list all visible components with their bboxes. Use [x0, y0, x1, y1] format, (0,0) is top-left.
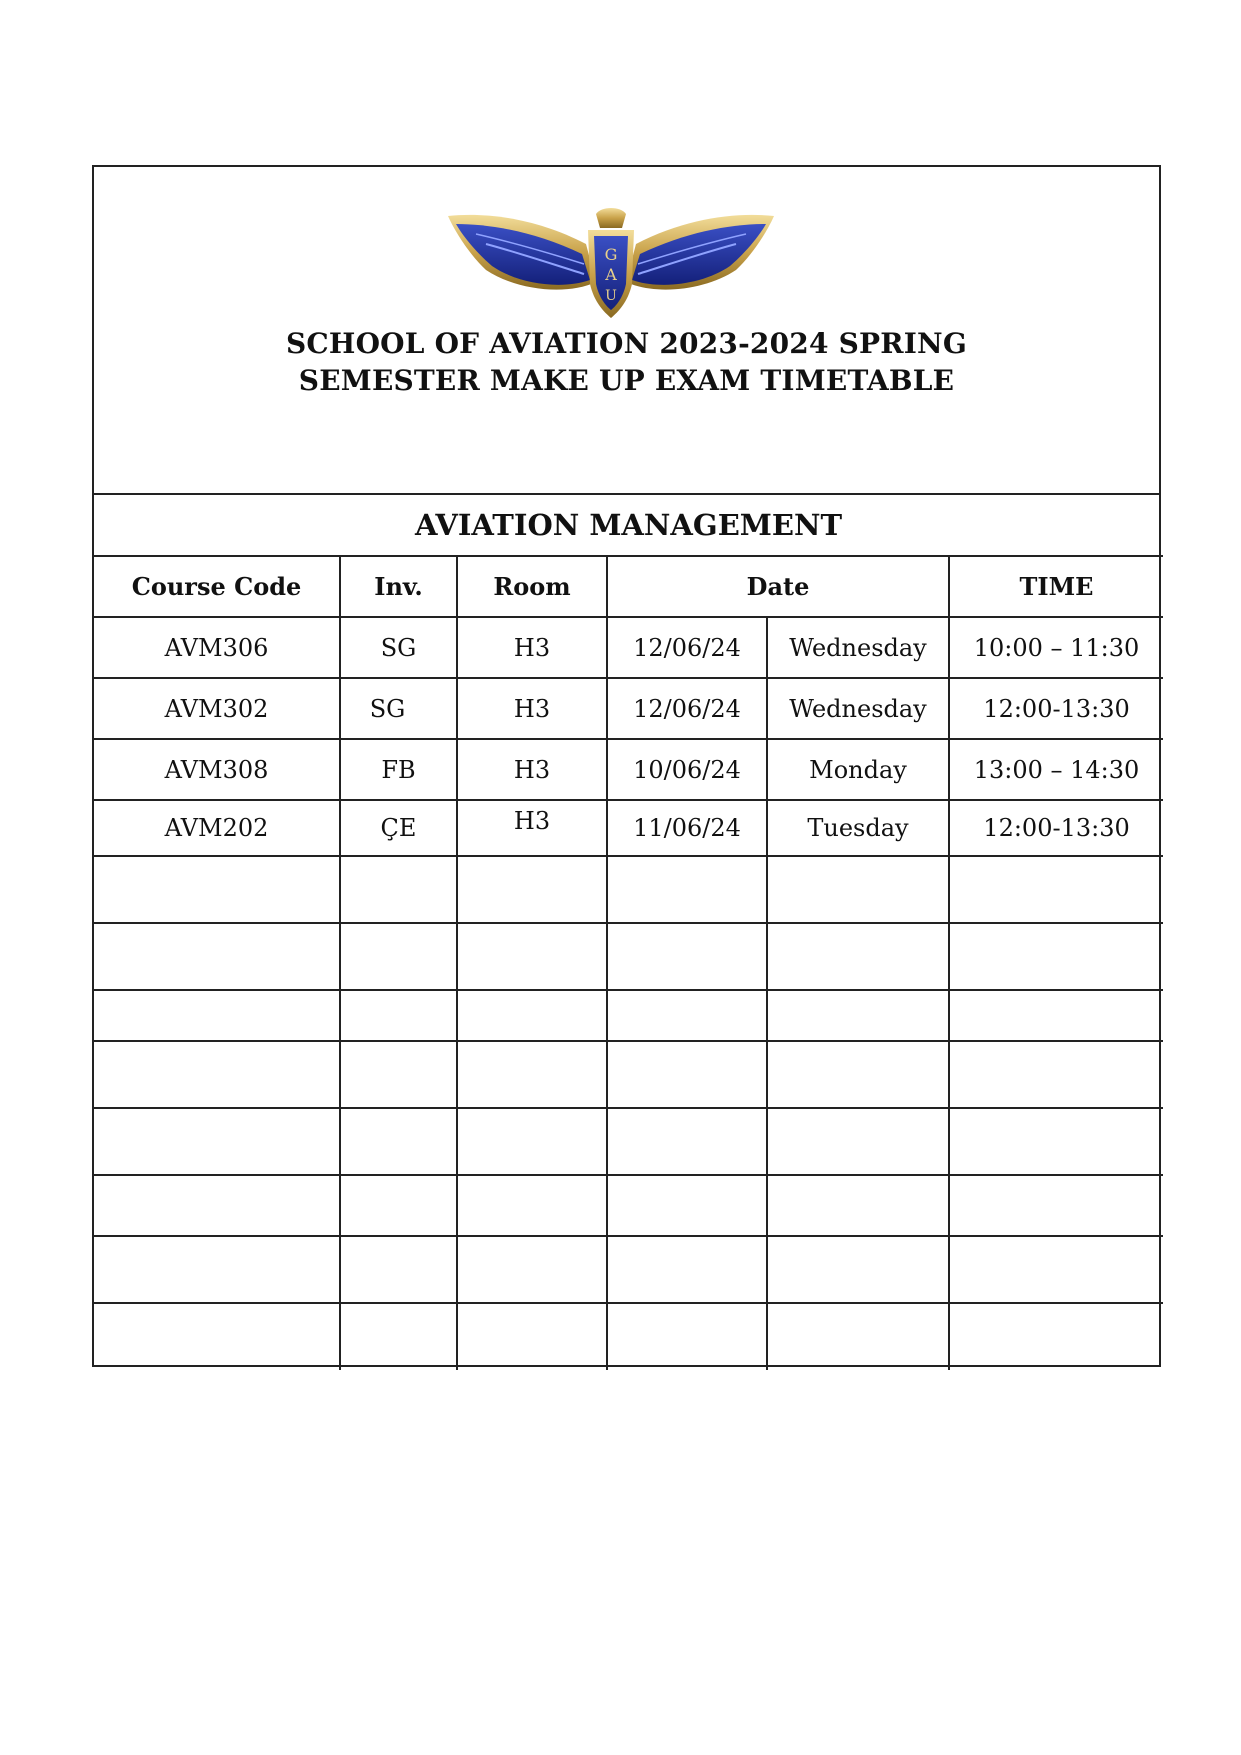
title-line-1: SCHOOL OF AVIATION 2023-2024 SPRING — [286, 327, 967, 360]
empty-row — [94, 1041, 1163, 1108]
logo-letter-a: A — [605, 265, 617, 284]
empty-cell — [767, 1108, 949, 1175]
page-title — [94, 325, 1159, 399]
empty-cell — [94, 923, 340, 990]
empty-cell — [340, 1303, 457, 1370]
room-cell: H3 — [457, 617, 607, 678]
day-cell: Tuesday — [767, 800, 949, 856]
empty-cell — [457, 856, 607, 923]
empty-cell — [767, 923, 949, 990]
course-code-cell: AVM302 — [94, 678, 340, 739]
date-cell: 12/06/24 — [607, 617, 767, 678]
empty-cell — [949, 1108, 1163, 1175]
empty-cell — [457, 1236, 607, 1303]
empty-cell — [949, 1303, 1163, 1370]
empty-cell — [607, 1041, 767, 1108]
empty-cell — [607, 1175, 767, 1236]
inv-cell: SG — [340, 617, 457, 678]
table-row — [94, 739, 1163, 800]
empty-cell — [340, 1108, 457, 1175]
date-cell: 12/06/24 — [607, 678, 767, 739]
empty-cell — [607, 923, 767, 990]
logo-letter-g: G — [604, 245, 618, 264]
time-cell: 12:00-13:30 — [949, 678, 1163, 739]
time-cell: 12:00-13:30 — [949, 800, 1163, 856]
empty-cell — [340, 1175, 457, 1236]
gau-wings-logo — [446, 204, 776, 324]
empty-cell — [767, 990, 949, 1041]
time-cell: 13:00 – 14:30 — [949, 739, 1163, 800]
time-cell: 10:00 – 11:30 — [949, 617, 1163, 678]
empty-row — [94, 1108, 1163, 1175]
empty-cell — [607, 856, 767, 923]
empty-cell — [457, 1175, 607, 1236]
empty-cell — [767, 1041, 949, 1108]
empty-cell — [607, 990, 767, 1041]
empty-cell — [949, 990, 1163, 1041]
empty-row — [94, 1303, 1163, 1370]
table-row — [94, 800, 1163, 856]
empty-cell — [767, 1175, 949, 1236]
empty-cell — [949, 1175, 1163, 1236]
empty-cell — [767, 1303, 949, 1370]
empty-cell — [340, 990, 457, 1041]
column-header-date: Date — [607, 556, 949, 617]
empty-cell — [94, 1108, 340, 1175]
inv-cell: ÇE — [340, 800, 457, 856]
empty-cell — [94, 1236, 340, 1303]
empty-cell — [949, 1236, 1163, 1303]
exam-timetable — [94, 495, 1163, 1370]
empty-cell — [767, 856, 949, 923]
empty-cell — [949, 856, 1163, 923]
empty-cell — [949, 923, 1163, 990]
column-header-course-code: Course Code — [94, 556, 340, 617]
empty-cell — [340, 1041, 457, 1108]
day-cell: Monday — [767, 739, 949, 800]
empty-cell — [457, 1108, 607, 1175]
empty-cell — [94, 1175, 340, 1236]
empty-cell — [340, 1236, 457, 1303]
room-cell: H3 — [457, 678, 607, 739]
empty-cell — [340, 923, 457, 990]
empty-cell — [607, 1108, 767, 1175]
room-cell: H3 — [457, 739, 607, 800]
column-header-room: Room — [457, 556, 607, 617]
empty-cell — [457, 1041, 607, 1108]
course-code-cell: AVM308 — [94, 739, 340, 800]
empty-row — [94, 856, 1163, 923]
day-cell: Wednesday — [767, 617, 949, 678]
column-header-inv: Inv. — [340, 556, 457, 617]
title-line-2: SEMESTER MAKE UP EXAM TIMETABLE — [298, 364, 955, 397]
empty-row — [94, 1175, 1163, 1236]
timetable-frame — [92, 165, 1161, 1367]
room-cell: H3 — [457, 800, 607, 856]
empty-cell — [94, 1041, 340, 1108]
empty-cell — [607, 1303, 767, 1370]
empty-cell — [607, 1236, 767, 1303]
empty-cell — [767, 1236, 949, 1303]
empty-cell — [457, 1303, 607, 1370]
date-cell: 10/06/24 — [607, 739, 767, 800]
table-row — [94, 678, 1163, 739]
empty-cell — [457, 990, 607, 1041]
empty-cell — [94, 990, 340, 1041]
empty-cell — [94, 856, 340, 923]
column-header-time: TIME — [949, 556, 1163, 617]
empty-row — [94, 990, 1163, 1041]
logo-letter-u: U — [605, 288, 617, 304]
section-title: AVIATION MANAGEMENT — [94, 495, 1163, 556]
header-box — [94, 167, 1159, 495]
course-code-cell: AVM202 — [94, 800, 340, 856]
empty-cell — [457, 923, 607, 990]
day-cell: Wednesday — [767, 678, 949, 739]
empty-row — [94, 1236, 1163, 1303]
empty-cell — [340, 856, 457, 923]
course-code-cell: AVM306 — [94, 617, 340, 678]
table-row — [94, 617, 1163, 678]
empty-row — [94, 923, 1163, 990]
inv-cell: SG — [340, 678, 457, 739]
date-cell: 11/06/24 — [607, 800, 767, 856]
inv-cell: FB — [340, 739, 457, 800]
empty-cell — [949, 1041, 1163, 1108]
empty-cell — [94, 1303, 340, 1370]
